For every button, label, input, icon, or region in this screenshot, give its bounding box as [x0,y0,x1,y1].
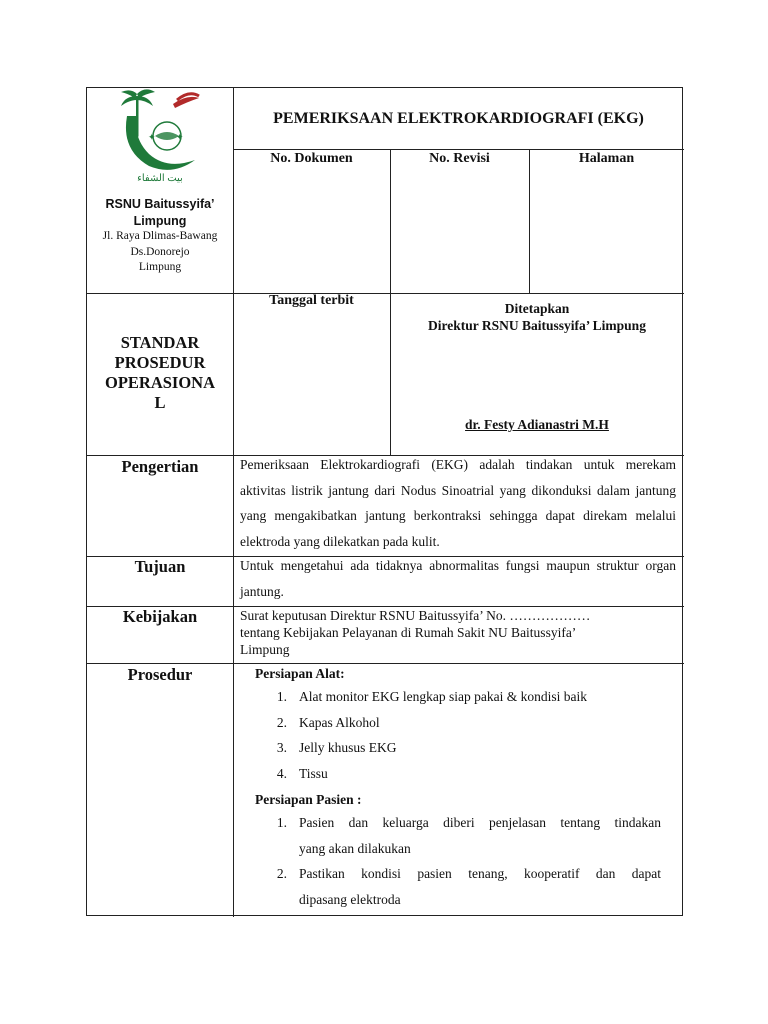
list-number: 2. [276,866,287,881]
ditetapkan-label: Ditetapkan [504,301,570,316]
vertical-divider-main [233,88,234,917]
list-number: 2. [276,715,287,730]
list-text-line1: Pastikan kondisi pasien tenang, kooperatif dan dapat [299,866,661,881]
header-no-dokumen: No. Dokumen [270,151,353,166]
hospital-logo [115,88,205,176]
tanggal-terbit-label: Tanggal terbit [269,293,354,308]
pengertian-label: Pengertian [121,457,199,476]
hospital-address-line2: Ds.Donorejo [130,246,190,258]
list-text: Alat monitor EKG lengkap siap pakai & kondisi baik [299,689,587,704]
hospital-arabic-name: بيت الشفاء [137,173,183,184]
sop-label-line4: L [154,393,166,412]
sop-label-line3: OPERASIONA [104,373,215,392]
list-number: 1. [276,815,287,830]
persiapan-alat-heading: Persiapan Alat: [255,666,345,681]
divider-title [233,149,684,150]
header-no-revisi: No. Revisi [429,151,490,166]
kebijakan-line1: Surat keputusan Direktur RSNU Baitussyifa’ No. ……………… [240,608,591,623]
tujuan-text: Untuk mengetahui ada tidaknya abnormalitas fungsi maupun struktur organ jantung. [240,558,676,599]
list-text-line2: yang akan dilakukan [299,841,411,856]
sop-label-line1: STANDAR [120,333,200,352]
kebijakan-line2: tentang Kebijakan Pelayanan di Rumah Sakit NU Baitussyifa’ [240,625,577,640]
direktur-label: Direktur RSNU Baitussyifa’ Limpung [428,318,646,333]
signer-name-text: dr. Festy Adianastri M.H [465,417,609,432]
document-title: PEMERIKSAAN ELEKTROKARDIOGRAFI (EKG) [273,110,644,127]
list-text-line1: Pasien dan keluarga diberi penjelasan tentang tindakan [299,815,661,830]
kebijakan-line3: Limpung [240,642,290,657]
hospital-address-line1: Jl. Raya Dlimas-Bawang [102,230,218,242]
persiapan-pasien-heading: Persiapan Pasien : [255,792,362,807]
tujuan-label: Tujuan [134,557,186,576]
pengertian-text: Pemeriksaan Elektrokardiografi (EKG) adalah tindakan untuk merekam aktivitas listrik jantung dari Nodus Sinoatrial yang dikonduksi dalam jantung yang mengakibatkan jantung berkontraksi sehingga dapat direkam melalui elektroda yang dilekatkan pada kulit. [240,457,676,549]
svg-text:✦: ✦ [148,133,156,143]
list-text: Jelly khusus EKG [299,740,397,755]
hospital-address-line3: Limpung [138,261,182,273]
sop-document [86,87,683,916]
list-number: 1. [276,689,287,704]
divider-kebijakan [87,663,684,664]
prosedur-label: Prosedur [127,665,193,684]
divider-revisi [529,149,530,293]
list-text-line2: dipasang elektroda [299,892,401,907]
kebijakan-label: Kebijakan [122,607,198,626]
sop-label [87,333,233,413]
signer-name [390,417,684,433]
sop-label-line2: PROSEDUR [114,353,206,372]
svg-text:✦: ✦ [176,133,184,143]
hospital-name-line1: RSNU Baitussyifa’ [105,197,215,211]
list-text: Kapas Alkohol [299,715,380,730]
hospital-name-line2: Limpung [133,214,187,228]
list-text: Tissu [299,766,328,781]
list-number: 3. [276,740,287,755]
header-halaman: Halaman [578,151,635,166]
kebijakan-text [240,607,676,658]
list-number: 4. [276,766,287,781]
